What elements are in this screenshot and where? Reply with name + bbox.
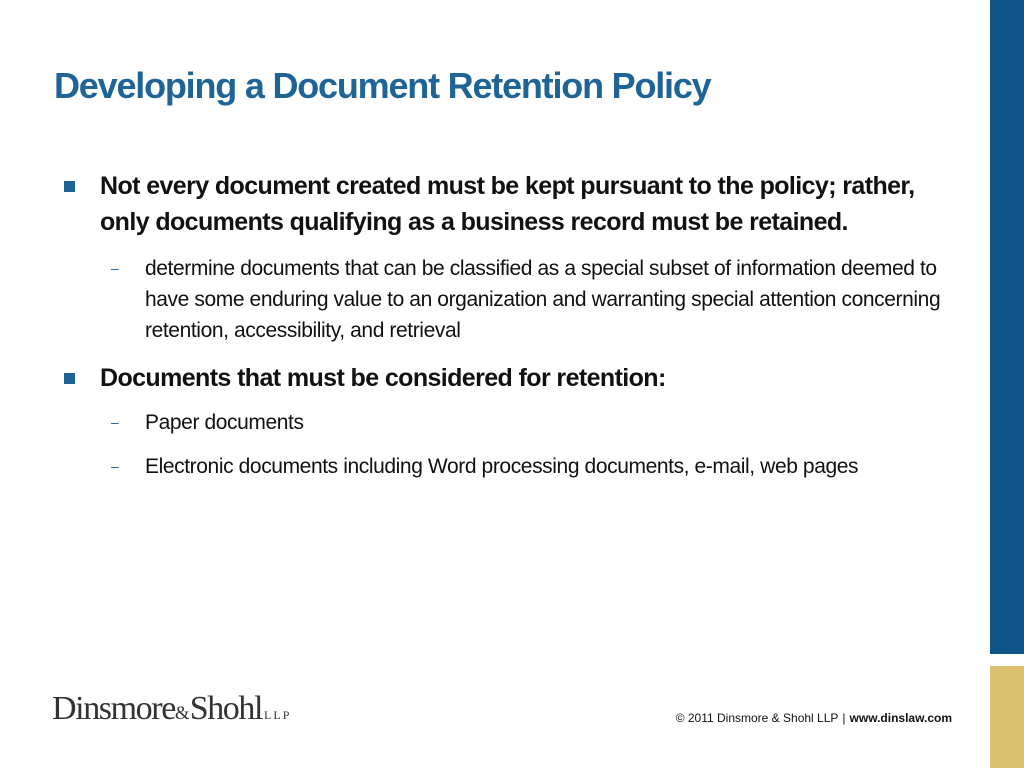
square-bullet-icon (64, 373, 75, 384)
bullet-1 (62, 168, 962, 240)
footer-separator: | (842, 711, 846, 725)
sub-bullet-2-2 (111, 451, 962, 482)
sidebar-accent-gold (990, 666, 1024, 768)
footer (676, 711, 952, 725)
bullet-2 (62, 360, 962, 396)
dash-bullet-icon: – (111, 458, 119, 474)
sub-bullet-2-1-text: Paper documents (145, 411, 304, 434)
dash-bullet-icon: – (111, 414, 119, 430)
logo-ampersand: & (174, 703, 190, 724)
footer-copyright: © 2011 Dinsmore & Shohl LLP (675, 711, 839, 725)
footer-website-link[interactable]: www.dinslaw.com (849, 711, 952, 725)
sub-bullet-2-1 (111, 407, 962, 438)
logo-suffix: LLP (264, 708, 292, 722)
square-bullet-icon (64, 181, 75, 192)
logo-name-part2: Shohl (189, 690, 263, 727)
dash-bullet-icon: – (111, 260, 119, 276)
slide-body (62, 168, 962, 482)
slide-title: Developing a Document Retention Policy (54, 65, 711, 106)
logo-name-part1: Dinsmore (52, 690, 175, 727)
sidebar-accent-blue (990, 0, 1024, 654)
sub-bullet-2-2-text: Electronic documents including Word processing documents, e-mail, web pages (145, 455, 859, 478)
sub-bullet-1-1 (111, 253, 962, 346)
sub-bullet-1-1-text: determine documents that can be classified as a special subset of information deemed to have some enduring value to an organization and warranting special attention concerning retention, accessibility, and retrieval (145, 257, 941, 342)
bullet-2-text: Documents that must be considered for retention: (100, 364, 666, 392)
company-logo (52, 690, 291, 728)
bullet-1-text: Not every document created must be kept pursuant to the policy; rather, only documents qualifying as a business record must be retained. (100, 172, 915, 236)
